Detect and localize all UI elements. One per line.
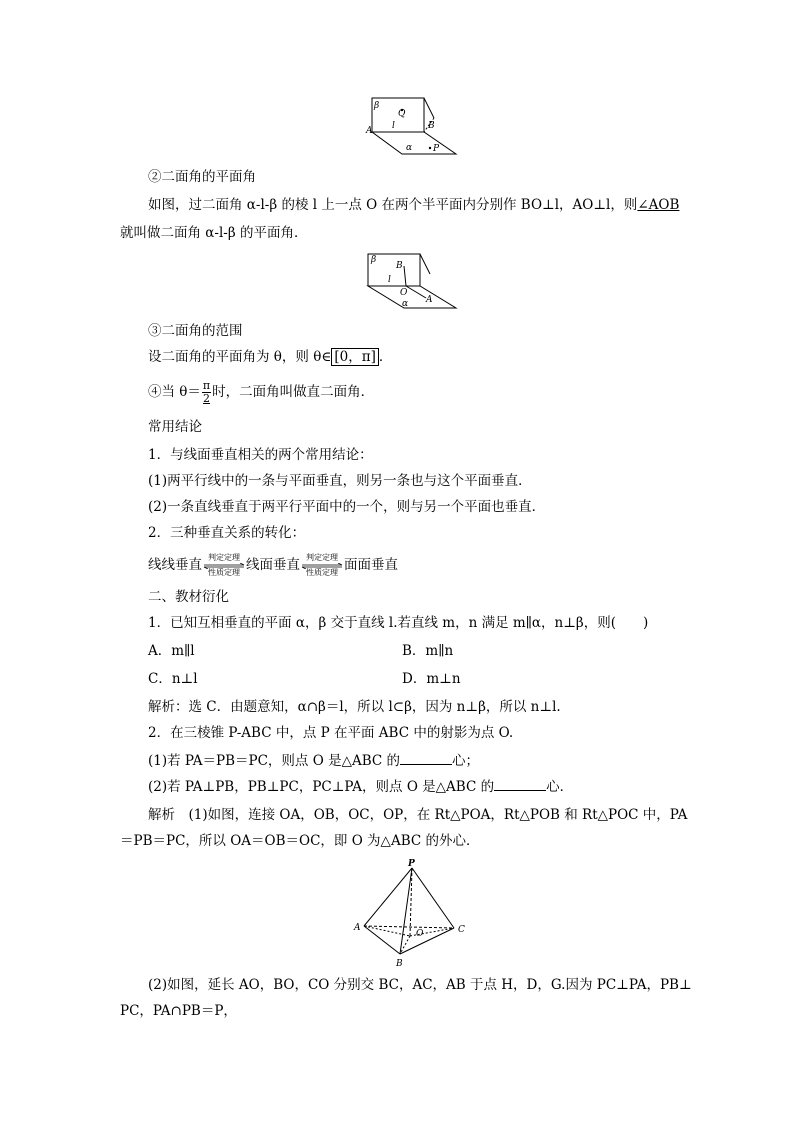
q1-option-b: B．m∥n: [402, 643, 454, 659]
section-2-title: 二、教材衍化: [148, 589, 229, 605]
q1-option-c: C．n⊥l: [148, 671, 198, 687]
section-heading-range: ③二面角的范围: [148, 323, 243, 339]
conv-arrow-1-bot: 性质定理: [208, 567, 240, 577]
q1-option-d: D．m⊥n: [402, 671, 461, 687]
fig2-l: l: [388, 275, 391, 285]
fig3-O: O: [416, 929, 424, 939]
fig1-B: B: [428, 121, 435, 131]
q2-1-post: 心；: [452, 753, 479, 769]
conv-arrow-2: [300, 552, 344, 577]
right-dihedral-pre: ④当 θ＝: [148, 384, 201, 400]
fig3-B: B: [396, 959, 403, 968]
q2-2-pre: (2)若 PA⊥PB，PB⊥PC，PC⊥PA，则点 O 是△ABC 的: [148, 779, 495, 795]
conclusion-1-1: (1)两平行线中的一条与平面垂直，则另一条也与这个平面垂直．: [148, 473, 532, 489]
fig2-A: A: [426, 295, 433, 305]
conv-line-plane: 线面垂直: [246, 557, 300, 573]
conclusion-1: 1．与线面垂直相关的两个常用结论：: [148, 447, 373, 463]
right-dihedral-post: 时，二面角叫做直二面角．: [212, 384, 375, 400]
question-2-1: [148, 752, 479, 770]
fig1-A: A: [366, 126, 373, 136]
fig2-beta: β: [371, 255, 377, 265]
q1-solution: 解析：选 C．由题意知，α∩β＝l，所以 l⊂β，因为 n⊥β，所以 n⊥l.: [148, 699, 561, 715]
fraction-num: π: [202, 379, 211, 392]
q1-option-a: A．m∥l: [148, 643, 195, 659]
angle-aob: ∠AOB: [637, 197, 680, 213]
fig3-C: C: [458, 925, 465, 935]
q2-solution-line-1: 解析 (1)如图，连接 OA，OB，OC，OP，在 Rt△POA，Rt△POB 和 Rt△POC 中，PA: [148, 807, 688, 823]
paragraph-range: [148, 348, 392, 366]
question-2: 2．在三棱锥 P-ABC 中，点 P 在平面 ABC 中的射影为点 O.: [148, 725, 514, 741]
fraction-pi-over-2: [202, 380, 211, 405]
q2-solution-line-3: (2)如图，延长 AO，BO，CO 分别交 BC，AC，AB 于点 H，D，G.因为 PC⊥PA，PB⊥: [148, 977, 692, 993]
conclusion-1-2: (2)一条直线垂直于两平行平面中的一个，则与另一个平面也垂直．: [148, 499, 546, 515]
paragraph-plane-angle-def: [148, 196, 679, 214]
fig1-Q: Q: [398, 109, 406, 119]
section-heading-plane-angle: ②二面角的平面角: [148, 169, 256, 185]
figure-plane-angle: [364, 250, 460, 312]
q2-solution-line-4: PC，PA∩PB＝P，: [120, 1003, 237, 1019]
q2-2-blank: [494, 778, 546, 791]
question-2-2: [148, 778, 573, 796]
fig2-alpha: α: [402, 299, 409, 309]
range-end: ．: [378, 349, 393, 365]
paragraph-plane-angle-cont: 就叫做二面角 α-l-β 的平面角．: [120, 225, 308, 241]
fig1-l: l: [392, 121, 395, 131]
conv-arrow-2-bot: 性质定理: [306, 567, 338, 577]
fig2-O: O: [400, 288, 408, 298]
paragraph-plane-angle-text: 如图，过二面角 α-l-β 的棱 l 上一点 O 在两个半平面内分别作 BO⊥l，AO⊥l，则: [148, 197, 638, 213]
fig3-A: A: [354, 923, 361, 933]
conclusion-2: 2．三种垂直关系的转化：: [148, 525, 306, 541]
paragraph-right-dihedral: [148, 380, 374, 405]
fig1-alpha: α: [406, 143, 413, 153]
question-1: 1．已知互相垂直的平面 α，β 交于直线 l.若直线 m，n 满足 m∥α，n⊥β，则( ): [148, 615, 649, 631]
conv-line-line: 线线垂直: [148, 557, 202, 573]
conv-arrow-1-top: 判定定理: [208, 552, 240, 562]
q2-1-pre: (1)若 PA＝PB＝PC，则点 O 是△ABC 的: [148, 753, 400, 769]
conv-plane-plane: 面面垂直: [344, 557, 398, 573]
q2-2-post: 心．: [546, 779, 574, 795]
fraction-den: 2: [203, 392, 211, 405]
range-text: 设二面角的平面角为 θ，则 θ∈: [148, 349, 332, 365]
figure-dihedral-points: [364, 96, 460, 158]
q2-solution-line-2: ＝PB＝PC，所以 OA＝OB＝OC，即 O 为△ABC 的外心．: [120, 833, 480, 849]
range-value: [0，π]: [331, 348, 379, 366]
fig2-B: B: [396, 261, 403, 271]
figure-tetrahedron: [350, 856, 476, 968]
fig3-P: P: [408, 859, 415, 869]
q2-1-blank: [400, 752, 452, 765]
fig1-beta: β: [374, 101, 380, 111]
conv-arrow-1: [202, 552, 246, 577]
common-conclusions-title: 常用结论: [148, 419, 202, 435]
conv-arrow-2-top: 判定定理: [306, 552, 338, 562]
conversion-chain: [148, 552, 398, 577]
fig1-P: P: [433, 144, 440, 154]
